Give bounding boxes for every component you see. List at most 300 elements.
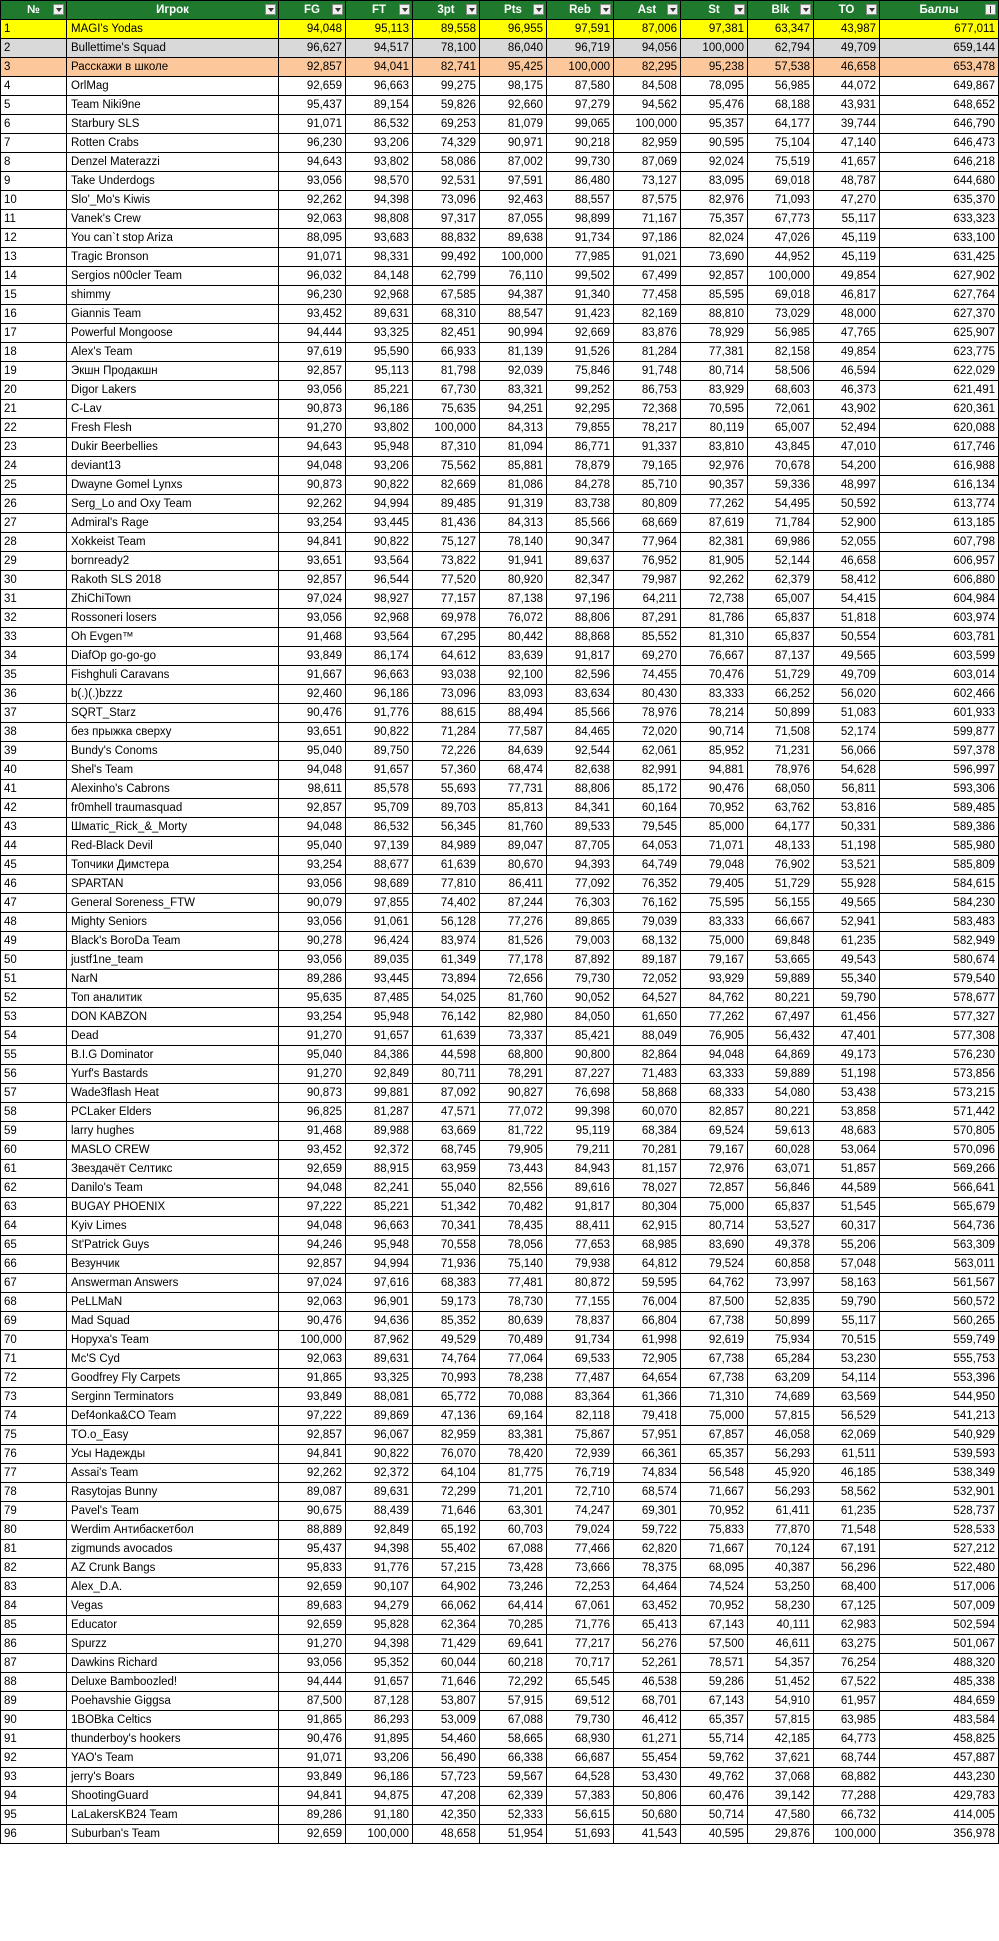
- team-name-cell[interactable]: MASLO CREW: [67, 1141, 279, 1160]
- rank-cell[interactable]: 25: [1, 476, 67, 495]
- stat-cell[interactable]: 77,985: [547, 248, 614, 267]
- stat-cell[interactable]: 79,167: [681, 1141, 748, 1160]
- stat-cell[interactable]: 53,858: [814, 1103, 880, 1122]
- stat-cell[interactable]: 73,096: [413, 685, 480, 704]
- stat-cell[interactable]: 93,254: [279, 856, 346, 875]
- stat-cell[interactable]: 66,804: [614, 1312, 681, 1331]
- stat-cell[interactable]: 90,347: [547, 533, 614, 552]
- stat-cell[interactable]: 50,331: [814, 818, 880, 837]
- rank-cell[interactable]: 17: [1, 324, 67, 343]
- stat-cell[interactable]: 90,278: [279, 932, 346, 951]
- stat-cell[interactable]: 67,143: [681, 1692, 748, 1711]
- stat-cell[interactable]: 82,118: [547, 1407, 614, 1426]
- stat-cell[interactable]: 98,808: [346, 210, 413, 229]
- stat-cell[interactable]: 93,056: [279, 913, 346, 932]
- stat-cell[interactable]: 94,398: [346, 191, 413, 210]
- stat-cell[interactable]: 55,206: [814, 1236, 880, 1255]
- stat-cell[interactable]: 81,760: [480, 818, 547, 837]
- stat-cell[interactable]: 97,855: [346, 894, 413, 913]
- stat-cell[interactable]: 584,615: [880, 875, 999, 894]
- stat-cell[interactable]: 73,894: [413, 970, 480, 989]
- stat-cell[interactable]: 67,143: [681, 1616, 748, 1635]
- stat-cell[interactable]: 53,250: [748, 1578, 814, 1597]
- stat-cell[interactable]: 613,185: [880, 514, 999, 533]
- stat-cell[interactable]: 78,291: [480, 1065, 547, 1084]
- stat-cell[interactable]: 91,895: [346, 1730, 413, 1749]
- stat-cell[interactable]: 93,206: [346, 457, 413, 476]
- stat-cell[interactable]: 44,952: [748, 248, 814, 267]
- stat-cell[interactable]: 50,592: [814, 495, 880, 514]
- stat-cell[interactable]: 91,319: [480, 495, 547, 514]
- filter-dropdown-icon[interactable]: [600, 4, 611, 15]
- stat-cell[interactable]: 82,980: [480, 1008, 547, 1027]
- stat-cell[interactable]: 80,221: [748, 1103, 814, 1122]
- stat-cell[interactable]: 72,020: [614, 723, 681, 742]
- stat-cell[interactable]: 86,293: [346, 1711, 413, 1730]
- stat-cell[interactable]: 94,444: [279, 1673, 346, 1692]
- stat-cell[interactable]: 56,345: [413, 818, 480, 837]
- stat-cell[interactable]: 72,292: [480, 1673, 547, 1692]
- stat-cell[interactable]: 613,774: [880, 495, 999, 514]
- stat-cell[interactable]: 96,901: [346, 1293, 413, 1312]
- stat-cell[interactable]: 70,952: [681, 799, 748, 818]
- rank-cell[interactable]: 57: [1, 1084, 67, 1103]
- stat-cell[interactable]: 63,347: [748, 20, 814, 39]
- team-name-cell[interactable]: Danilo's Team: [67, 1179, 279, 1198]
- stat-cell[interactable]: 92,295: [547, 400, 614, 419]
- stat-cell[interactable]: 559,749: [880, 1331, 999, 1350]
- stat-cell[interactable]: 56,811: [814, 780, 880, 799]
- stat-cell[interactable]: 92,039: [480, 362, 547, 381]
- stat-cell[interactable]: 94,398: [346, 1635, 413, 1654]
- stat-cell[interactable]: 92,968: [346, 609, 413, 628]
- stat-cell[interactable]: 51,083: [814, 704, 880, 723]
- stat-cell[interactable]: 67,088: [480, 1711, 547, 1730]
- stat-cell[interactable]: 90,476: [279, 1312, 346, 1331]
- rank-cell[interactable]: 63: [1, 1198, 67, 1217]
- team-name-cell[interactable]: Poehavshie Giggsa: [67, 1692, 279, 1711]
- stat-cell[interactable]: 64,414: [480, 1597, 547, 1616]
- stat-cell[interactable]: 63,209: [748, 1369, 814, 1388]
- stat-cell[interactable]: 75,934: [748, 1331, 814, 1350]
- stat-cell[interactable]: 81,798: [413, 362, 480, 381]
- stat-cell[interactable]: 541,213: [880, 1407, 999, 1426]
- stat-cell[interactable]: 53,816: [814, 799, 880, 818]
- stat-cell[interactable]: 79,211: [547, 1141, 614, 1160]
- stat-cell[interactable]: 85,552: [614, 628, 681, 647]
- stat-cell[interactable]: 593,306: [880, 780, 999, 799]
- rank-cell[interactable]: 30: [1, 571, 67, 590]
- stat-cell[interactable]: 82,669: [413, 476, 480, 495]
- stat-cell[interactable]: 53,430: [614, 1768, 681, 1787]
- filter-dropdown-icon[interactable]: [866, 4, 877, 15]
- rank-cell[interactable]: 38: [1, 723, 67, 742]
- stat-cell[interactable]: 80,714: [681, 362, 748, 381]
- team-name-cell[interactable]: Powerful Mongoose: [67, 324, 279, 343]
- stat-cell[interactable]: 89,869: [346, 1407, 413, 1426]
- stat-cell[interactable]: 93,254: [279, 1008, 346, 1027]
- team-name-cell[interactable]: Rossoneri losers: [67, 609, 279, 628]
- stat-cell[interactable]: 72,299: [413, 1483, 480, 1502]
- stat-cell[interactable]: 92,849: [346, 1065, 413, 1084]
- stat-cell[interactable]: 77,520: [413, 571, 480, 590]
- stat-cell[interactable]: 94,387: [480, 286, 547, 305]
- stat-cell[interactable]: 94,251: [480, 400, 547, 419]
- stat-cell[interactable]: 85,000: [681, 818, 748, 837]
- stat-cell[interactable]: 92,857: [279, 799, 346, 818]
- stat-cell[interactable]: 87,244: [480, 894, 547, 913]
- stat-cell[interactable]: 69,641: [480, 1635, 547, 1654]
- stat-cell[interactable]: 507,009: [880, 1597, 999, 1616]
- stat-cell[interactable]: 47,571: [413, 1103, 480, 1122]
- stat-cell[interactable]: 644,680: [880, 172, 999, 191]
- stat-cell[interactable]: 77,288: [814, 1787, 880, 1806]
- stat-cell[interactable]: 50,899: [748, 1312, 814, 1331]
- team-name-cell[interactable]: Werdim Антибаскетбол: [67, 1521, 279, 1540]
- stat-cell[interactable]: 580,674: [880, 951, 999, 970]
- stat-cell[interactable]: 68,095: [681, 1559, 748, 1578]
- stat-cell[interactable]: 50,680: [614, 1806, 681, 1825]
- stat-cell[interactable]: 67,295: [413, 628, 480, 647]
- stat-cell[interactable]: 84,989: [413, 837, 480, 856]
- stat-cell[interactable]: 76,352: [614, 875, 681, 894]
- rank-cell[interactable]: 15: [1, 286, 67, 305]
- stat-cell[interactable]: 70,678: [748, 457, 814, 476]
- stat-cell[interactable]: 70,558: [413, 1236, 480, 1255]
- stat-cell[interactable]: 90,476: [279, 1730, 346, 1749]
- stat-cell[interactable]: 85,578: [346, 780, 413, 799]
- stat-cell[interactable]: 64,104: [413, 1464, 480, 1483]
- team-name-cell[interactable]: 1BOBka Celtics: [67, 1711, 279, 1730]
- stat-cell[interactable]: 87,006: [614, 20, 681, 39]
- stat-cell[interactable]: 57,360: [413, 761, 480, 780]
- stat-cell[interactable]: 83,929: [681, 381, 748, 400]
- stat-cell[interactable]: 84,762: [681, 989, 748, 1008]
- stat-cell[interactable]: 76,254: [814, 1654, 880, 1673]
- team-name-cell[interactable]: Dead: [67, 1027, 279, 1046]
- stat-cell[interactable]: 91,657: [346, 761, 413, 780]
- stat-cell[interactable]: 566,641: [880, 1179, 999, 1198]
- stat-cell[interactable]: 71,310: [681, 1388, 748, 1407]
- stat-cell[interactable]: 90,822: [346, 723, 413, 742]
- stat-cell[interactable]: 68,603: [748, 381, 814, 400]
- stat-cell[interactable]: 97,222: [279, 1198, 346, 1217]
- stat-cell[interactable]: 54,080: [748, 1084, 814, 1103]
- stat-cell[interactable]: 64,654: [614, 1369, 681, 1388]
- team-name-cell[interactable]: Расскажи в школе: [67, 58, 279, 77]
- team-name-cell[interactable]: Answerman Answers: [67, 1274, 279, 1293]
- stat-cell[interactable]: 91,776: [346, 1559, 413, 1578]
- stat-cell[interactable]: 59,790: [814, 989, 880, 1008]
- stat-cell[interactable]: 88,439: [346, 1502, 413, 1521]
- stat-cell[interactable]: 76,698: [547, 1084, 614, 1103]
- stat-cell[interactable]: 84,278: [547, 476, 614, 495]
- stat-cell[interactable]: 59,889: [748, 1065, 814, 1084]
- stat-cell[interactable]: 88,557: [547, 191, 614, 210]
- stat-cell[interactable]: 64,902: [413, 1578, 480, 1597]
- stat-cell[interactable]: 96,544: [346, 571, 413, 590]
- stat-cell[interactable]: 94,048: [279, 761, 346, 780]
- team-name-cell[interactable]: Take Underdogs: [67, 172, 279, 191]
- team-name-cell[interactable]: SQRT_Starz: [67, 704, 279, 723]
- team-name-cell[interactable]: Serginn Terminators: [67, 1388, 279, 1407]
- stat-cell[interactable]: 77,064: [480, 1350, 547, 1369]
- stat-cell[interactable]: 71,667: [681, 1540, 748, 1559]
- stat-cell[interactable]: 85,221: [346, 1198, 413, 1217]
- stat-cell[interactable]: 71,429: [413, 1635, 480, 1654]
- stat-cell[interactable]: 73,690: [681, 248, 748, 267]
- stat-cell[interactable]: 74,689: [748, 1388, 814, 1407]
- stat-cell[interactable]: 59,173: [413, 1293, 480, 1312]
- stat-cell[interactable]: 54,200: [814, 457, 880, 476]
- rank-cell[interactable]: 87: [1, 1654, 67, 1673]
- stat-cell[interactable]: 92,063: [279, 1350, 346, 1369]
- stat-cell[interactable]: 573,215: [880, 1084, 999, 1103]
- stat-cell[interactable]: 53,521: [814, 856, 880, 875]
- stat-cell[interactable]: 69,018: [748, 286, 814, 305]
- stat-cell[interactable]: 616,988: [880, 457, 999, 476]
- team-name-cell[interactable]: Wade3flash Heat: [67, 1084, 279, 1103]
- filter-dropdown-icon[interactable]: [332, 4, 343, 15]
- stat-cell[interactable]: 91,941: [480, 552, 547, 571]
- stat-cell[interactable]: 75,846: [547, 362, 614, 381]
- filter-dropdown-icon[interactable]: [667, 4, 678, 15]
- stat-cell[interactable]: 98,899: [547, 210, 614, 229]
- stat-cell[interactable]: 58,506: [748, 362, 814, 381]
- team-name-cell[interactable]: Топ аналитик: [67, 989, 279, 1008]
- stat-cell[interactable]: 82,295: [614, 58, 681, 77]
- stat-cell[interactable]: 97,196: [547, 590, 614, 609]
- stat-cell[interactable]: 94,279: [346, 1597, 413, 1616]
- filter-dropdown-icon[interactable]: [265, 4, 276, 15]
- stat-cell[interactable]: 93,651: [279, 552, 346, 571]
- team-name-cell[interactable]: Mad Squad: [67, 1312, 279, 1331]
- stat-cell[interactable]: 82,241: [346, 1179, 413, 1198]
- stat-cell[interactable]: 93,325: [346, 1369, 413, 1388]
- stat-cell[interactable]: 93,056: [279, 875, 346, 894]
- stat-cell[interactable]: 94,041: [346, 58, 413, 77]
- stat-cell[interactable]: 58,163: [814, 1274, 880, 1293]
- stat-cell[interactable]: 83,095: [681, 172, 748, 191]
- stat-cell[interactable]: 93,802: [346, 153, 413, 172]
- team-name-cell[interactable]: PeLLMaN: [67, 1293, 279, 1312]
- stat-cell[interactable]: 49,762: [681, 1768, 748, 1787]
- stat-cell[interactable]: 57,951: [614, 1426, 681, 1445]
- team-name-cell[interactable]: Assai's Team: [67, 1464, 279, 1483]
- stat-cell[interactable]: 589,386: [880, 818, 999, 837]
- stat-cell[interactable]: 43,902: [814, 400, 880, 419]
- stat-cell[interactable]: 93,564: [346, 628, 413, 647]
- stat-cell[interactable]: 61,411: [748, 1502, 814, 1521]
- stat-cell[interactable]: 59,889: [748, 970, 814, 989]
- rank-cell[interactable]: 27: [1, 514, 67, 533]
- stat-cell[interactable]: 95,357: [681, 115, 748, 134]
- stat-cell[interactable]: 64,612: [413, 647, 480, 666]
- stat-cell[interactable]: 94,562: [614, 96, 681, 115]
- rank-cell[interactable]: 4: [1, 77, 67, 96]
- rank-cell[interactable]: 68: [1, 1293, 67, 1312]
- rank-cell[interactable]: 65: [1, 1236, 67, 1255]
- stat-cell[interactable]: 54,495: [748, 495, 814, 514]
- stat-cell[interactable]: 42,350: [413, 1806, 480, 1825]
- stat-cell[interactable]: 517,006: [880, 1578, 999, 1597]
- stat-cell[interactable]: 84,386: [346, 1046, 413, 1065]
- stat-cell[interactable]: 64,177: [748, 818, 814, 837]
- team-name-cell[interactable]: You can`t stop Ariza: [67, 229, 279, 248]
- stat-cell[interactable]: 48,787: [814, 172, 880, 191]
- stat-cell[interactable]: 72,857: [681, 1179, 748, 1198]
- stat-cell[interactable]: 40,387: [748, 1559, 814, 1578]
- stat-cell[interactable]: 85,595: [681, 286, 748, 305]
- stat-cell[interactable]: 71,483: [614, 1065, 681, 1084]
- stat-cell[interactable]: 69,986: [748, 533, 814, 552]
- rank-cell[interactable]: 52: [1, 989, 67, 1008]
- stat-cell[interactable]: 56,293: [748, 1445, 814, 1464]
- stat-cell[interactable]: 72,253: [547, 1578, 614, 1597]
- stat-cell[interactable]: 47,026: [748, 229, 814, 248]
- stat-cell[interactable]: 596,997: [880, 761, 999, 780]
- stat-cell[interactable]: 99,275: [413, 77, 480, 96]
- stat-cell[interactable]: 64,869: [748, 1046, 814, 1065]
- team-name-cell[interactable]: Goodfrey Fly Carpets: [67, 1369, 279, 1388]
- column-header[interactable]: [814, 1, 880, 20]
- stat-cell[interactable]: 79,003: [547, 932, 614, 951]
- stat-cell[interactable]: 66,252: [748, 685, 814, 704]
- stat-cell[interactable]: 92,531: [413, 172, 480, 191]
- stat-cell[interactable]: 56,276: [614, 1635, 681, 1654]
- team-name-cell[interactable]: Vegas: [67, 1597, 279, 1616]
- stat-cell[interactable]: 100,000: [614, 115, 681, 134]
- stat-cell[interactable]: 576,230: [880, 1046, 999, 1065]
- stat-cell[interactable]: 92,262: [279, 495, 346, 514]
- stat-cell[interactable]: 92,857: [681, 267, 748, 286]
- stat-cell[interactable]: 63,275: [814, 1635, 880, 1654]
- stat-cell[interactable]: 53,665: [748, 951, 814, 970]
- team-name-cell[interactable]: Mc'S Cyd: [67, 1350, 279, 1369]
- stat-cell[interactable]: 528,533: [880, 1521, 999, 1540]
- rank-cell[interactable]: 5: [1, 96, 67, 115]
- stat-cell[interactable]: 50,714: [681, 1806, 748, 1825]
- stat-cell[interactable]: 89,533: [547, 818, 614, 837]
- stat-cell[interactable]: 90,107: [346, 1578, 413, 1597]
- stat-cell[interactable]: 83,333: [681, 913, 748, 932]
- stat-cell[interactable]: 73,096: [413, 191, 480, 210]
- column-header[interactable]: [279, 1, 346, 20]
- stat-cell[interactable]: 93,206: [346, 134, 413, 153]
- stat-cell[interactable]: 89,187: [614, 951, 681, 970]
- stat-cell[interactable]: 93,564: [346, 552, 413, 571]
- stat-cell[interactable]: 94,246: [279, 1236, 346, 1255]
- stat-cell[interactable]: 88,889: [279, 1521, 346, 1540]
- stat-cell[interactable]: 56,293: [748, 1483, 814, 1502]
- stat-cell[interactable]: 37,621: [748, 1749, 814, 1768]
- stat-cell[interactable]: 70,341: [413, 1217, 480, 1236]
- rank-cell[interactable]: 28: [1, 533, 67, 552]
- stat-cell[interactable]: 72,905: [614, 1350, 681, 1369]
- stat-cell[interactable]: 597,378: [880, 742, 999, 761]
- stat-cell[interactable]: 458,825: [880, 1730, 999, 1749]
- team-name-cell[interactable]: ShootingGuard: [67, 1787, 279, 1806]
- stat-cell[interactable]: 75,000: [681, 932, 748, 951]
- rank-cell[interactable]: 84: [1, 1597, 67, 1616]
- stat-cell[interactable]: 68,384: [614, 1122, 681, 1141]
- stat-cell[interactable]: 49,709: [814, 39, 880, 58]
- stat-cell[interactable]: 70,489: [480, 1331, 547, 1350]
- stat-cell[interactable]: 56,985: [748, 324, 814, 343]
- stat-cell[interactable]: 564,736: [880, 1217, 999, 1236]
- stat-cell[interactable]: 91,734: [547, 229, 614, 248]
- team-name-cell[interactable]: DON KABZON: [67, 1008, 279, 1027]
- stat-cell[interactable]: 42,185: [748, 1730, 814, 1749]
- stat-cell[interactable]: 72,710: [547, 1483, 614, 1502]
- stat-cell[interactable]: 78,027: [614, 1179, 681, 1198]
- stat-cell[interactable]: 75,562: [413, 457, 480, 476]
- stat-cell[interactable]: 68,310: [413, 305, 480, 324]
- stat-cell[interactable]: 86,174: [346, 647, 413, 666]
- stat-cell[interactable]: 48,683: [814, 1122, 880, 1141]
- stat-cell[interactable]: 91,270: [279, 419, 346, 438]
- stat-cell[interactable]: 52,333: [480, 1806, 547, 1825]
- stat-cell[interactable]: 94,875: [346, 1787, 413, 1806]
- team-name-cell[interactable]: thunderboy's hookers: [67, 1730, 279, 1749]
- stat-cell[interactable]: 91,748: [614, 362, 681, 381]
- stat-cell[interactable]: 97,591: [480, 172, 547, 191]
- stat-cell[interactable]: 81,310: [681, 628, 748, 647]
- rank-cell[interactable]: 85: [1, 1616, 67, 1635]
- team-name-cell[interactable]: St'Patrick Guys: [67, 1236, 279, 1255]
- rank-cell[interactable]: 45: [1, 856, 67, 875]
- stat-cell[interactable]: 603,599: [880, 647, 999, 666]
- stat-cell[interactable]: 82,959: [413, 1426, 480, 1445]
- stat-cell[interactable]: 88,868: [547, 628, 614, 647]
- stat-cell[interactable]: 83,690: [681, 1236, 748, 1255]
- stat-cell[interactable]: 71,646: [413, 1673, 480, 1692]
- stat-cell[interactable]: 414,005: [880, 1806, 999, 1825]
- stat-cell[interactable]: 603,014: [880, 666, 999, 685]
- stat-cell[interactable]: 80,872: [547, 1274, 614, 1293]
- stat-cell[interactable]: 100,000: [748, 267, 814, 286]
- stat-cell[interactable]: 75,140: [480, 1255, 547, 1274]
- stat-cell[interactable]: 89,988: [346, 1122, 413, 1141]
- team-name-cell[interactable]: Bundy's Conoms: [67, 742, 279, 761]
- stat-cell[interactable]: 56,066: [814, 742, 880, 761]
- stat-cell[interactable]: 95,113: [346, 20, 413, 39]
- stat-cell[interactable]: 659,144: [880, 39, 999, 58]
- stat-cell[interactable]: 94,994: [346, 1255, 413, 1274]
- stat-cell[interactable]: 94,048: [279, 818, 346, 837]
- stat-cell[interactable]: 66,361: [614, 1445, 681, 1464]
- stat-cell[interactable]: 55,117: [814, 1312, 880, 1331]
- stat-cell[interactable]: 71,231: [748, 742, 814, 761]
- stat-cell[interactable]: 68,574: [614, 1483, 681, 1502]
- rank-cell[interactable]: 33: [1, 628, 67, 647]
- column-header[interactable]: [346, 1, 413, 20]
- stat-cell[interactable]: 94,444: [279, 324, 346, 343]
- stat-cell[interactable]: 91,667: [279, 666, 346, 685]
- rank-cell[interactable]: 81: [1, 1540, 67, 1559]
- rank-cell[interactable]: 67: [1, 1274, 67, 1293]
- stat-cell[interactable]: 76,303: [547, 894, 614, 913]
- stat-cell[interactable]: 83,321: [480, 381, 547, 400]
- stat-cell[interactable]: 59,567: [480, 1768, 547, 1787]
- stat-cell[interactable]: 649,867: [880, 77, 999, 96]
- stat-cell[interactable]: 77,276: [480, 913, 547, 932]
- stat-cell[interactable]: 77,731: [480, 780, 547, 799]
- stat-cell[interactable]: 92,262: [681, 571, 748, 590]
- stat-cell[interactable]: 76,719: [547, 1464, 614, 1483]
- stat-cell[interactable]: 83,333: [681, 685, 748, 704]
- stat-cell[interactable]: 65,284: [748, 1350, 814, 1369]
